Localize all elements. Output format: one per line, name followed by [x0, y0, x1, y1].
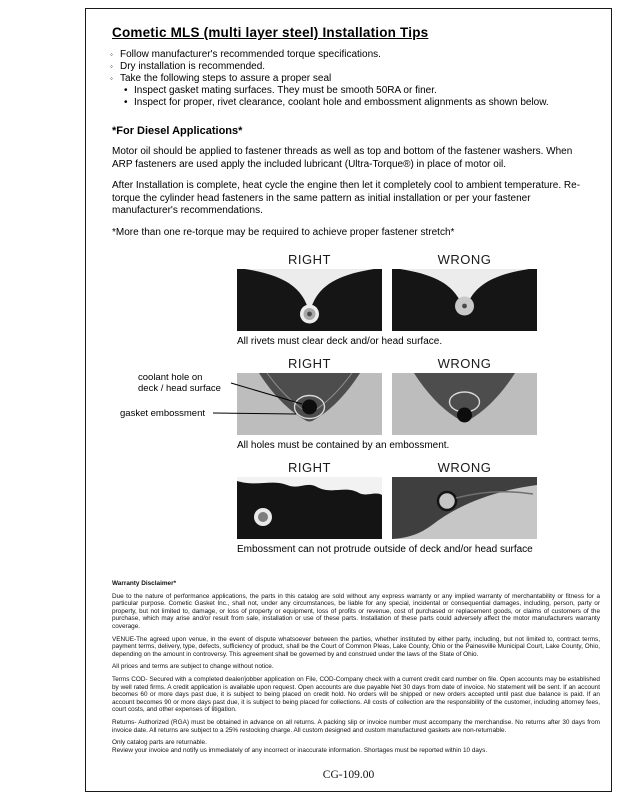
- tip-sub-item: [124, 97, 602, 109]
- circle-bullet-icon: ◦: [110, 74, 113, 83]
- legal-paragraph: Only catalog parts are returnable.: [112, 739, 207, 747]
- legal-section: [112, 580, 600, 754]
- page-content: [110, 25, 602, 759]
- rivet-right-image: [237, 269, 382, 331]
- legal-paragraph: Returns- Authorized (RGA) must be obtained in advance on all returns. A packing slip or invoice number must accompany the merchandise. No returns after 30 days from invoice date. All returns are subject to a 25% restocking charge. All custom designed and custom manufactured gaskets are non-returnable.: [112, 718, 600, 734]
- tip-text: Inspect gasket mating surfaces. They must be smooth 50RA or finer.: [134, 85, 437, 96]
- page-frame: [85, 8, 612, 792]
- circle-bullet-icon: ◦: [110, 62, 113, 71]
- wrong-label: WRONG: [437, 356, 492, 371]
- diagram-labels: [237, 460, 602, 475]
- rivet-wrong-image: [392, 269, 537, 331]
- diesel-paragraph: After Installation is complete, heat cycle the engine then let it completely cool to ambient temperature. Re-torque the cylinder head fasteners in the same pattern as initial installation or per your fastener manufacturer's recommendations.: [112, 180, 581, 216]
- tip-text: Dry installation is recommended.: [120, 61, 266, 72]
- circle-bullet-icon: ◦: [110, 50, 113, 59]
- diagram-caption: All rivets must clear deck and/or head surface.: [237, 336, 443, 347]
- legal-paragraph: All prices and terms are subject to change without notice.: [112, 663, 274, 671]
- coolant-hole-right-image: [237, 373, 382, 435]
- diesel-paragraph: Motor oil should be applied to fastener threads as well as top and bottom of the fastener washers. When ARP fasteners are used apply the included lubricant (Ultra-Torque®) in place of motor oil.: [112, 146, 573, 170]
- page-code: CG-109.00: [322, 769, 375, 781]
- tip-text: Take the following steps to assure a proper seal: [120, 73, 332, 84]
- retorque-note: *More than one re-torque may be required to achieve proper fastener stretch*: [112, 226, 455, 238]
- diagram-images: [237, 373, 602, 435]
- tip-item: [110, 73, 602, 85]
- dot-bullet-icon: •: [124, 97, 128, 108]
- warranty-disclaimer-heading: Warranty Disclaimer*: [112, 580, 177, 587]
- diagram-group-rivets: [110, 252, 602, 347]
- tip-item: [110, 61, 602, 73]
- wrong-label: WRONG: [437, 252, 492, 267]
- diagram-caption: All holes must be contained by an embossment.: [237, 440, 450, 451]
- legal-paragraph: Terms COD- Secured with a completed dealer/jobber application on File, COD-Company check with a current credit card number on file. Open accounts may be established by well rated firms. A credit application is available upon request. Open accounts are due payable Net 30 days from date of invoice. No statement will be sent. If an account becomes 60 or more days past due, it is subject to being placed on credit hold. No orders will be shipped or new orders accepted until past due balance is paid. If an account becomes 90 or more days past due, it is subject to being placed for collections. All costs of collection are the responsibility of the customer, including attorney fees, court costs, and other expenses of litigation.: [112, 675, 600, 714]
- protrusion-wrong-image: [392, 477, 537, 539]
- legal-paragraph: Due to the nature of performance applications, the parts in this catalog are sold without any express warranty or any implied warranty of merchantability or fitness for a particular purpose. Cometic Gasket Inc., shall not, under any circumstances, be liable for any special, incidental or consequential damages, including, person, party or property, but not limited to, damage, or loss of property or equipment, loss of profits or revenue, cost of purchased or replacement goods, or claims of customers of the purchase, which may arise and/or result from sale, installation or use of these parts. Installation of these parts could adversely affect the motor manufacturers warranty coverage.: [112, 592, 600, 630]
- diesel-applications-heading: *For Diesel Applications*: [112, 125, 243, 137]
- legal-paragraph: VENUE-The agreed upon venue, in the event of dispute whatsoever between the parties, whether instituted by either party, including, but not limited to, contract terms, payment terms, delivery, type, defects, sufficiency of product, shall be the Court of Common Pleas, Lake County, Ohio or the Painesville Municipal Court, Lake County, Ohio, depending on the amount in controversy. This agreement shall be governed by and construed under the laws of the State of Ohio.: [112, 635, 600, 658]
- tip-item: [110, 49, 602, 61]
- protrusion-right-image: [237, 477, 382, 539]
- coolant-hole-annotation-line2: deck / head surface: [138, 383, 221, 394]
- right-label: RIGHT: [288, 356, 331, 371]
- diagram-caption: Embossment can not protrude outside of deck and/or head surface: [237, 544, 533, 555]
- right-label: RIGHT: [288, 460, 331, 475]
- tip-sub-item: [124, 85, 602, 97]
- right-label: RIGHT: [288, 252, 331, 267]
- tip-text: Follow manufacturer's recommended torque specifications.: [120, 49, 381, 60]
- tip-text: Inspect for proper, rivet clearance, coolant hole and embossment alignments as shown below.: [134, 97, 549, 108]
- coolant-hole-annotation-line1: coolant hole on: [138, 372, 203, 383]
- page-title: Cometic MLS (multi layer steel) Installation Tips: [112, 25, 429, 40]
- diagram-group-embossment: [110, 356, 602, 451]
- coolant-hole-wrong-image: [392, 373, 537, 435]
- wrong-label: WRONG: [437, 460, 492, 475]
- diagram-images: [237, 269, 602, 331]
- legal-paragraph: Review your invoice and notify us immediately of any incorrect or inaccurate information. Shortages must be reported within 10 days.: [112, 746, 488, 754]
- diagram-images: [237, 477, 602, 539]
- diagram-group-protrusion: [110, 460, 602, 556]
- dot-bullet-icon: •: [124, 85, 128, 96]
- coolant-hole-annotation: [138, 372, 221, 394]
- diagram-labels: [237, 252, 602, 267]
- diagram-labels: [237, 356, 602, 371]
- gasket-embossment-annotation: gasket embossment: [120, 408, 206, 419]
